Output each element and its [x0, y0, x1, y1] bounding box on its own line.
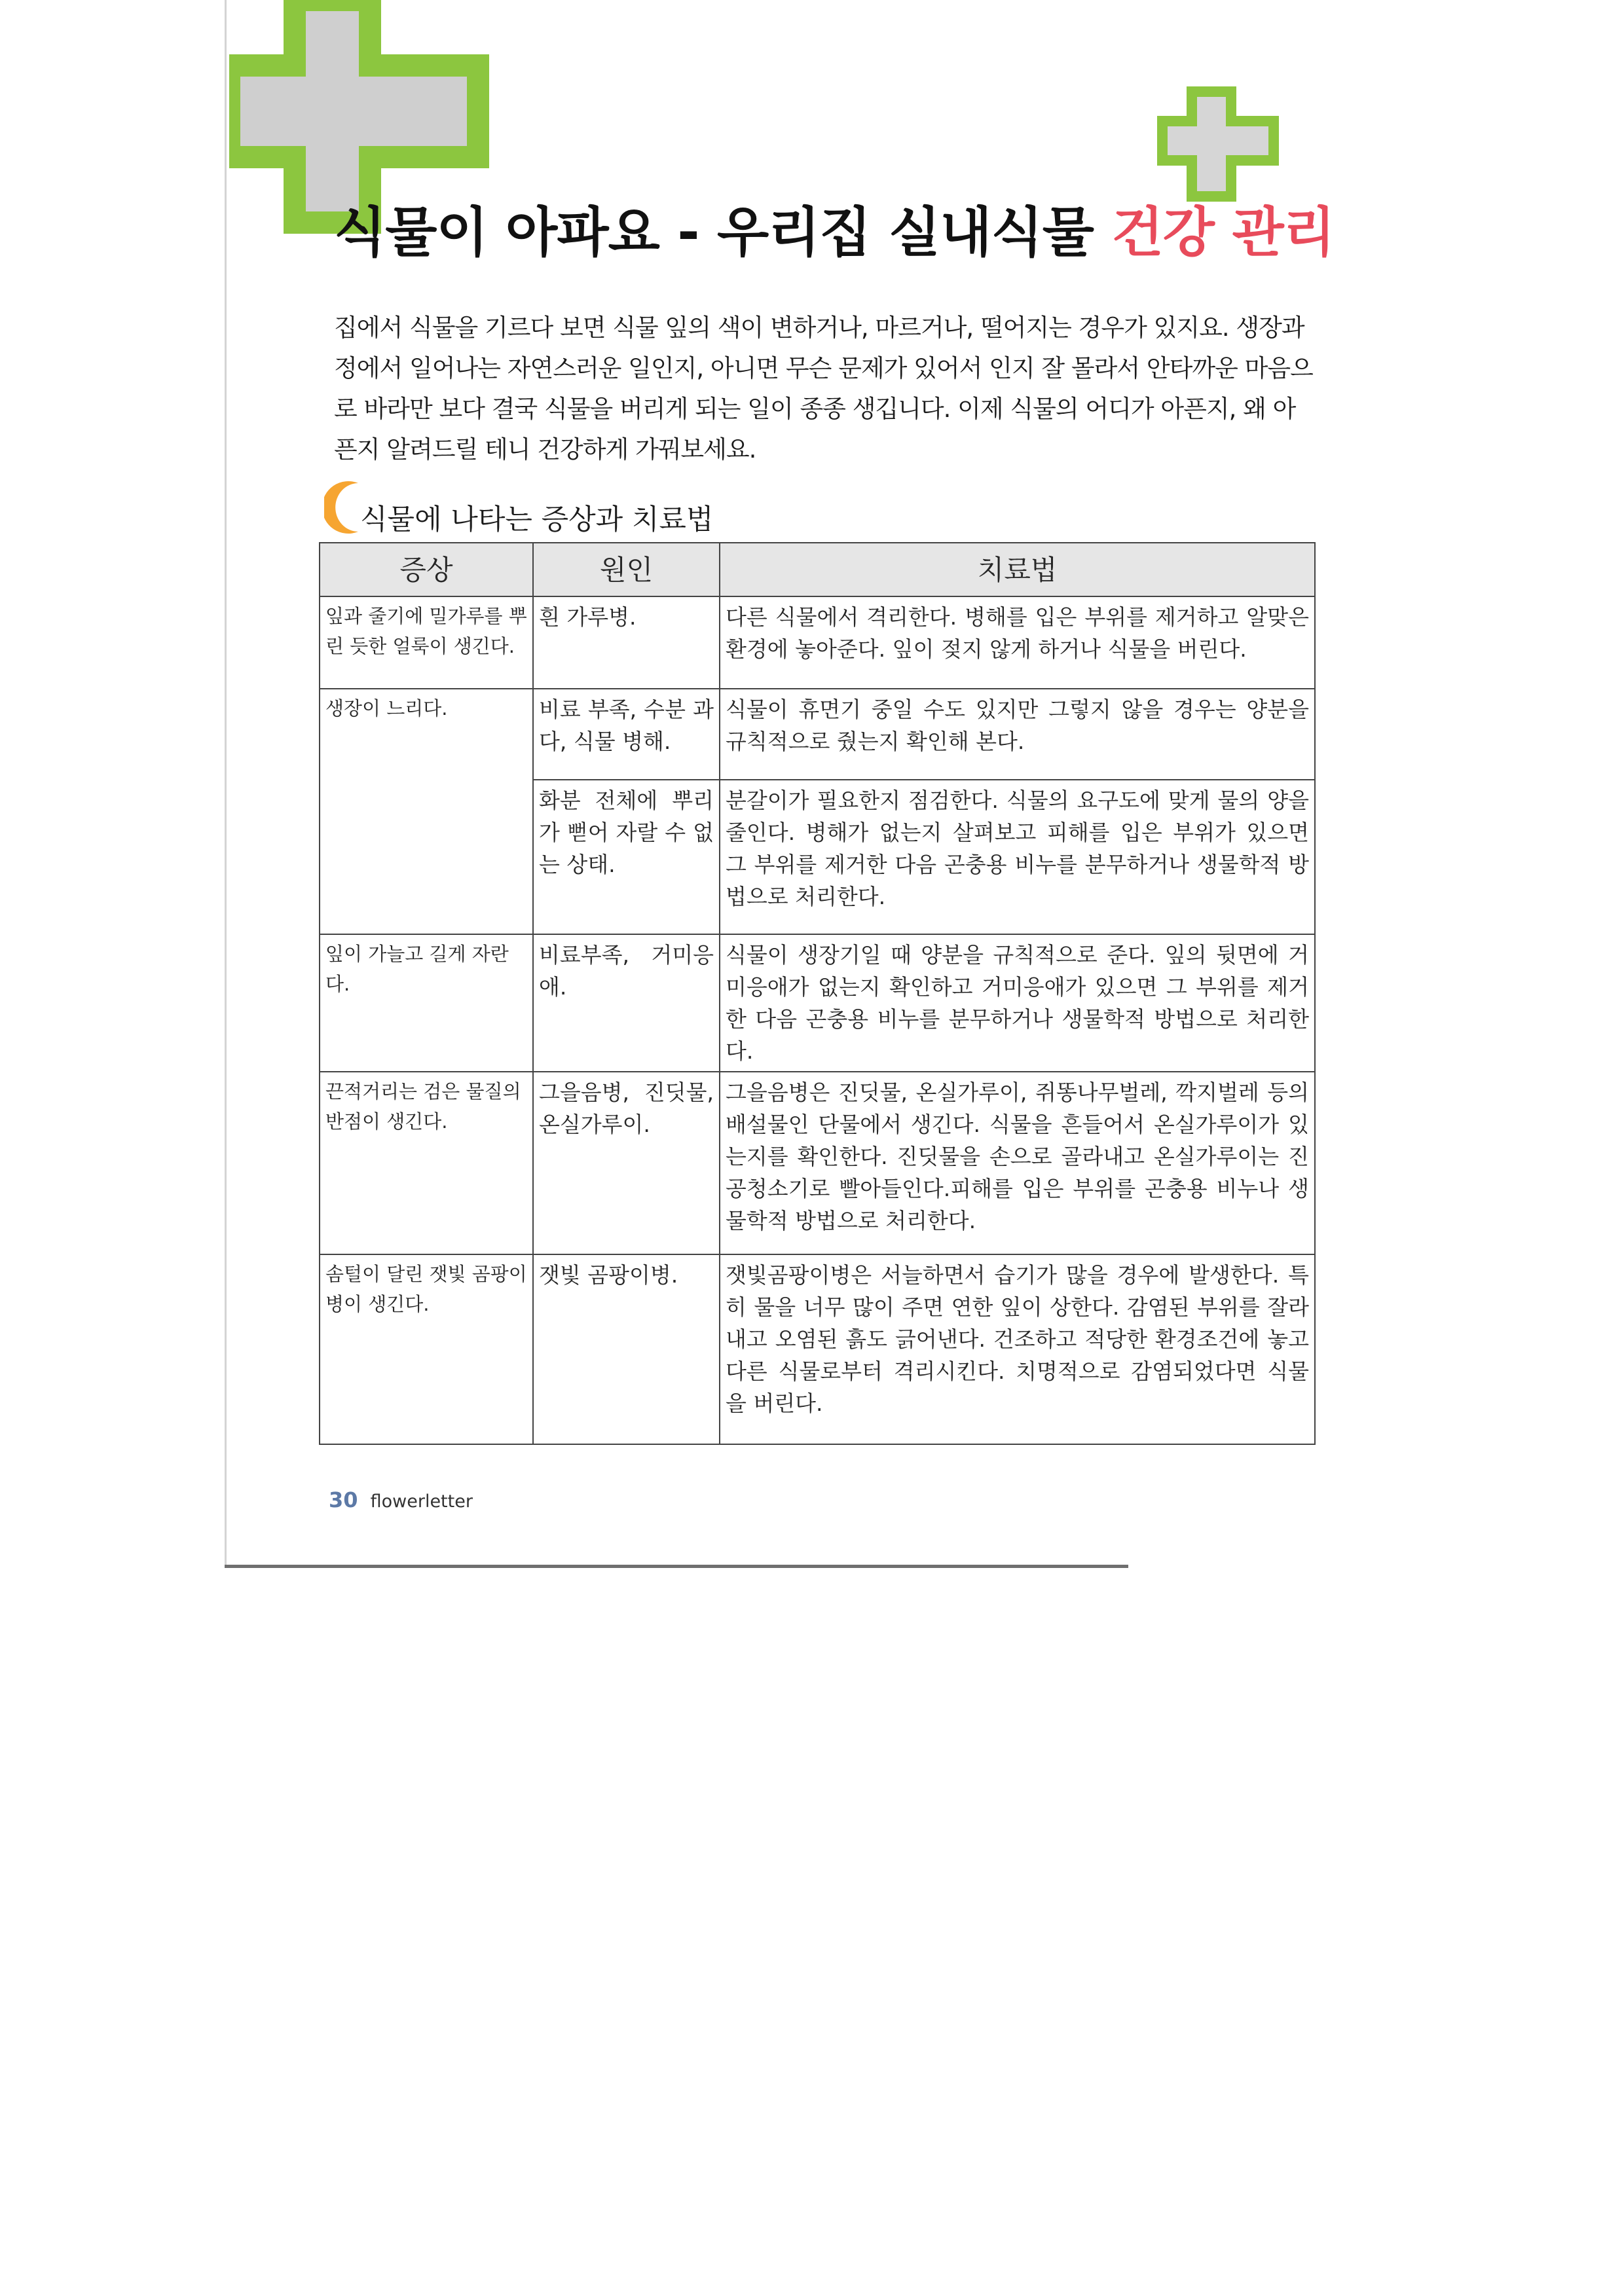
scan-edge-left — [225, 0, 227, 1565]
table-row — [320, 689, 1315, 780]
symptom-cell: 생장이 느리다. — [320, 689, 533, 934]
symptom-treatment-table — [319, 542, 1316, 1445]
title-accent: 건강 관리 — [1111, 202, 1335, 264]
page-footer — [329, 1487, 473, 1512]
page-number: 30 — [329, 1487, 358, 1512]
table-row — [320, 1072, 1315, 1254]
symptom-cell: 잎이 가늘고 길게 자란다. — [320, 934, 533, 1072]
symptom-cell: 잎과 줄기에 밀가루를 뿌린 듯한 얼룩이 생긴다. — [320, 596, 533, 689]
cause-cell: 그을음병, 진딧물, 온실가루이. — [533, 1072, 720, 1254]
treatment-cell: 식물이 생장기일 때 양분을 규칙적으로 준다. 잎의 뒷면에 거미응애가 없는지 확인하고 거미응애가 있으면 그 부위를 제거한 다음 곤충용 비누를 분무하거나 생물학적 방법으로 처리한다. — [720, 934, 1315, 1072]
cause-cell: 잿빛 곰팡이병. — [533, 1254, 720, 1444]
publication-name: flowerletter — [370, 1491, 473, 1512]
cause-cell: 화분 전체에 뿌리가 뻗어 자랄 수 없는 상태. — [533, 780, 720, 934]
table-row — [320, 934, 1315, 1072]
table-header-row — [320, 543, 1315, 596]
cause-cell: 비료부족, 거미응애. — [533, 934, 720, 1072]
section-title: 식물에 나타는 증상과 치료법 — [360, 503, 714, 536]
table-row — [320, 596, 1315, 689]
symptom-cell: 솜털이 달린 잿빛 곰팡이 병이 생긴다. — [320, 1254, 533, 1444]
page-title — [334, 190, 1335, 266]
scan-edge-bottom — [225, 1565, 1128, 1568]
table-row — [320, 1254, 1315, 1444]
treatment-cell: 그을음병은 진딧물, 온실가루이, 쥐똥나무벌레, 깍지벌레 등의 배설물인 단물에서 생긴다. 식물을 흔들어서 온실가루이가 있는지를 확인한다. 진딧물을 손으로 골라내고 온실가루이는 진공청소기로 빨아들인다.피해를 입은 부위를 곤충용 비누나 생물학적 방법으로 처리한다. — [720, 1072, 1315, 1254]
intro-paragraph: 집에서 식물을 기르다 보면 식물 잎의 색이 변하거나, 마르거나, 떨어지는 경우가 있지요. 생장과정에서 일어나는 자연스러운 일인지, 아니면 무슨 문제가 있어서 인지 잘 몰라서 안타까운 마음으로 바라만 보다 결국 식물을 버리게 되는 일이 종종 생깁니다. 이제 식물의 어디가 아픈지, 왜 아픈지 알려드릴 테니 건강하게 가꿔보세요. — [334, 314, 1313, 464]
title-main: 식물이 아파요 - 우리집 실내식물 — [334, 202, 1094, 264]
treatment-cell: 식물이 휴면기 중일 수도 있지만 그렇지 않을 경우는 양분을 규칙적으로 줬는지 확인해 본다. — [720, 689, 1315, 780]
header-cause: 원인 — [533, 543, 720, 596]
symptom-cell: 끈적거리는 검은 물질의 반점이 생긴다. — [320, 1072, 533, 1254]
cause-cell: 흰 가루병. — [533, 596, 720, 689]
treatment-cell: 분갈이가 필요한지 점검한다. 식물의 요구도에 맞게 물의 양을 줄인다. 병해가 없는지 살펴보고 피해를 입은 부위가 있으면 그 부위를 제거한 다음 곤충용 비누를 분무하거나 생물학적 방법으로 처리한다. — [720, 780, 1315, 934]
treatment-cell: 다른 식물에서 격리한다. 병해를 입은 부위를 제거하고 알맞은 환경에 놓아준다. 잎이 젖지 않게 하거나 식물을 버린다. — [720, 596, 1315, 689]
header-treatment: 치료법 — [720, 543, 1315, 596]
treatment-cell: 잿빛곰팡이병은 서늘하면서 습기가 많을 경우에 발생한다. 특히 물을 너무 많이 주면 연한 잎이 상한다. 감염된 부위를 잘라내고 오염된 흙도 긁어낸다. 건조하고 적당한 환경조건에 놓고 다른 식물로부터 격리시킨다. 치명적으로 감염되었다면 식물을 버린다. — [720, 1254, 1315, 1444]
cause-cell: 비료 부족, 수분 과다, 식물 병해. — [533, 689, 720, 780]
header-symptom: 증상 — [320, 543, 533, 596]
